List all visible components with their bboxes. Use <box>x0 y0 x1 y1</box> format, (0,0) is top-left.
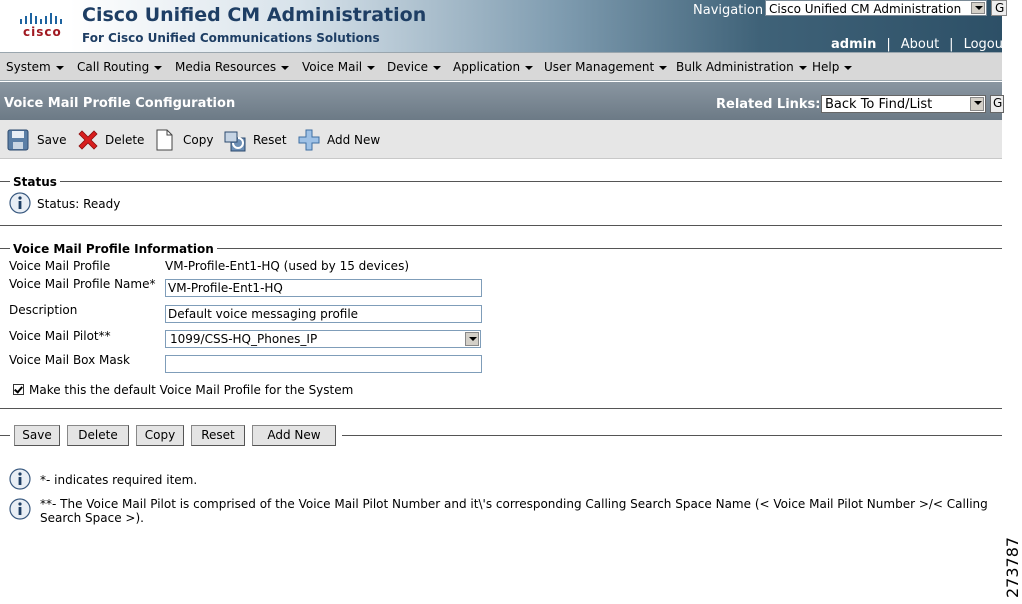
voice-mail-pilot-value: 1099/CSS-HQ_Phones_IP <box>170 332 318 346</box>
caret-down-icon <box>659 66 667 70</box>
voice-mail-profile-value: VM-Profile-Ent1-HQ (used by 15 devices) <box>165 259 409 273</box>
menu-label: System <box>6 60 51 74</box>
reset-button[interactable]: Reset <box>191 425 245 446</box>
menu-label: Device <box>387 60 429 74</box>
menu-bulk-administration[interactable] <box>676 60 807 74</box>
profile-name-input[interactable] <box>165 279 482 297</box>
menu-help[interactable] <box>812 60 852 74</box>
chevron-down-icon[interactable] <box>970 97 984 111</box>
toolbar-reset-button[interactable] <box>223 129 289 151</box>
menu-label: Media Resources <box>175 60 277 74</box>
logout-link[interactable]: Logou <box>963 37 1003 52</box>
menu-user-management[interactable] <box>544 60 667 74</box>
caret-down-icon <box>281 66 289 70</box>
related-links-label: Related Links: <box>716 97 821 112</box>
save-icon <box>7 129 29 151</box>
menu-label: Call Routing <box>77 60 150 74</box>
status-section-legend: Status <box>10 175 60 189</box>
username: admin <box>831 37 877 52</box>
profile-name-label: Voice Mail Profile Name* <box>9 277 156 291</box>
user-links <box>831 37 1003 52</box>
voice-mail-pilot-label: Voice Mail Pilot** <box>9 329 111 343</box>
caret-down-icon <box>433 66 441 70</box>
status-section-border <box>0 181 1002 182</box>
delete-button[interactable]: Delete <box>67 425 129 446</box>
save-button[interactable]: Save <box>14 425 60 446</box>
menu-voice-mail[interactable] <box>302 60 375 74</box>
default-profile-checkbox-label: Make this the default Voice Mail Profile for the System <box>29 383 354 397</box>
caret-down-icon <box>525 66 533 70</box>
voice-mail-box-mask-label: Voice Mail Box Mask <box>9 353 130 367</box>
status-text: Status: Ready <box>37 197 121 211</box>
info-icon <box>9 498 31 520</box>
cisco-logo <box>18 10 68 42</box>
delete-x-icon <box>76 129 100 153</box>
info-icon <box>9 192 31 214</box>
menu-call-routing[interactable] <box>77 60 162 74</box>
app-subtitle: For Cisco Unified Communications Solutions <box>82 31 380 45</box>
menu-bar <box>0 52 1002 81</box>
menu-media-resources[interactable] <box>175 60 289 74</box>
copy-icon <box>154 129 176 151</box>
navigation-label: Navigation <box>693 3 764 18</box>
about-link[interactable]: About <box>900 37 940 52</box>
app-title: Cisco Unified CM Administration <box>82 4 427 26</box>
toolbar-delete-label: Delete <box>105 133 145 147</box>
toolbar-add-new-label: Add New <box>327 133 381 147</box>
default-profile-checkbox[interactable] <box>13 384 24 395</box>
menu-label: Help <box>812 60 840 74</box>
profile-section-legend: Voice Mail Profile Information <box>10 242 217 256</box>
toolbar-reset-label: Reset <box>253 133 287 147</box>
pilot-note: **- The Voice Mail Pilot is comprised of the Voice Mail Pilot Number and it\'s corresponding Calling Search Space Name (< Voice Mail Pilot Number >/< Calling Search Space >). <box>40 497 988 525</box>
chevron-down-icon[interactable] <box>465 332 479 346</box>
chevron-down-icon[interactable] <box>971 2 985 14</box>
caret-down-icon <box>367 66 375 70</box>
description-input[interactable] <box>165 305 482 323</box>
related-links-select[interactable] <box>821 95 986 113</box>
separator: | <box>949 37 954 52</box>
button-row-border-left <box>0 435 10 436</box>
toolbar-delete-button[interactable] <box>76 129 145 151</box>
logo-wordmark: cisco <box>23 25 62 39</box>
description-label: Description <box>9 303 78 317</box>
required-note: *- indicates required item. <box>40 473 198 487</box>
menu-system[interactable] <box>6 60 64 74</box>
status-section-bottom <box>0 225 1002 226</box>
separator: | <box>886 37 891 52</box>
copy-button[interactable]: Copy <box>136 425 184 446</box>
voice-mail-profile-label: Voice Mail Profile <box>9 259 111 273</box>
toolbar <box>0 120 1002 159</box>
navigation-select-value: Cisco Unified CM Administration <box>769 2 962 16</box>
menu-label: Bulk Administration <box>676 60 794 74</box>
toolbar-copy-button[interactable] <box>154 129 214 151</box>
menu-label: Application <box>453 60 521 74</box>
add-new-button[interactable]: Add New <box>252 425 336 446</box>
toolbar-add-new-button[interactable] <box>298 129 380 151</box>
caret-down-icon <box>799 66 807 70</box>
button-row-border-right <box>342 435 1002 436</box>
toolbar-copy-label: Copy <box>183 133 214 147</box>
app-header <box>0 0 1005 52</box>
caret-down-icon <box>56 66 64 70</box>
menu-label: Voice Mail <box>302 60 363 74</box>
caret-down-icon <box>154 66 162 70</box>
menu-application[interactable] <box>453 60 533 74</box>
related-links-value: Back To Find/List <box>825 97 933 112</box>
reset-icon <box>223 129 247 153</box>
voice-mail-box-mask-input[interactable] <box>165 355 482 373</box>
figure-number: 273787 <box>1003 536 1022 598</box>
page-title-bar <box>0 82 1002 120</box>
voice-mail-pilot-select[interactable] <box>165 330 481 348</box>
navigation-select[interactable] <box>765 0 987 16</box>
menu-label: User Management <box>544 60 655 74</box>
add-plus-icon <box>298 129 320 151</box>
navigation-go-button[interactable]: G <box>991 0 1007 16</box>
menu-device[interactable] <box>387 60 441 74</box>
related-links-go-button[interactable]: G <box>990 95 1004 113</box>
caret-down-icon <box>844 66 852 70</box>
toolbar-save-button[interactable] <box>7 129 65 151</box>
info-icon <box>9 468 31 490</box>
profile-section-bottom <box>0 408 1002 409</box>
toolbar-save-label: Save <box>37 133 67 147</box>
page-title: Voice Mail Profile Configuration <box>4 96 236 111</box>
